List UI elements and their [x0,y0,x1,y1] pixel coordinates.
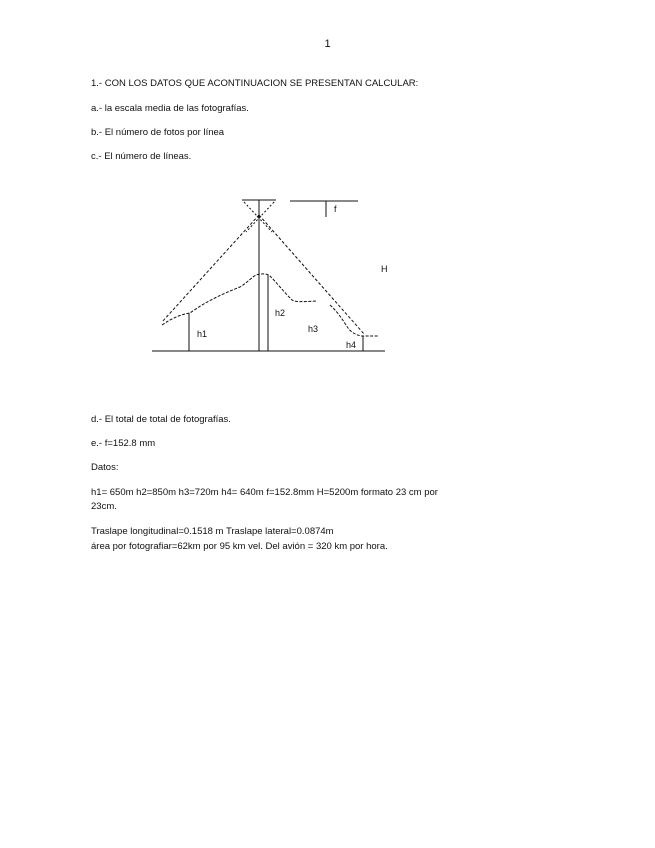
page-number: 1 [324,38,331,50]
datos-label: Datos: [91,462,119,473]
label-h3: h3 [308,324,319,334]
terrain-profile-right [330,305,378,336]
item-d: d.- El total de total de fotografías. [91,414,231,425]
label-f: f [334,204,337,214]
label-h1: h1 [197,329,208,339]
item-c: c.- El número de líneas. [91,151,192,162]
area-line: área por fotografiar=62km por 95 km vel. Del avión = 320 km por hora. [91,541,388,552]
item-b: b.- El número de fotos por línea [91,127,225,138]
item-a: a.- la escala media de las fotografías. [91,103,249,114]
terrain-profile [162,274,316,325]
item-e: e.- f=152.8 mm [91,438,156,449]
ray-left [162,215,259,322]
label-h4: h4 [346,340,357,350]
label-H: H [381,264,388,274]
traslape-line: Traslape longitudinal=0.1518 m Traslape lateral=0.0874m [91,526,334,537]
datos-line-cont: 23cm. [91,501,117,512]
label-h2: h2 [275,308,286,318]
datos-line: h1= 650m h2=850m h3=720m h4= 640m f=152.8mm H=5200m formato 23 cm por [91,487,438,498]
problem-heading: 1.- CON LOS DATOS QUE ACONTINUACION SE PRESENTAN CALCULAR: [91,78,419,89]
